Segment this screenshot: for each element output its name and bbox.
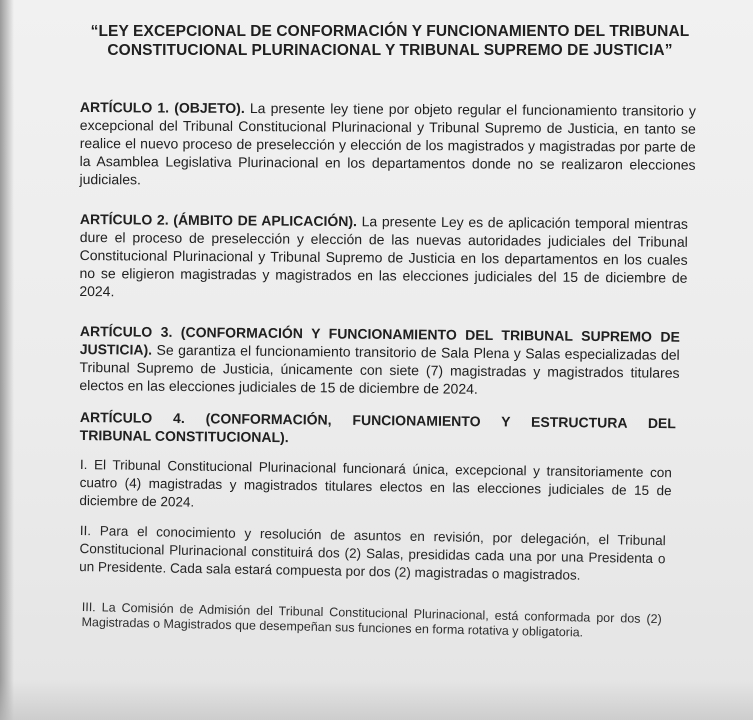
article-3-body: Se garantiza el funcionamiento transitorio de Sala Plena y Salas especializadas del Tribunal Supremo de Justicia, únicamente con siete (7) magistradas y magistrados titulares electos en las elecciones judiciales de 15 de diciembre de 2024. [79,341,680,397]
article-2 [79,210,688,305]
article-4-paragraph-3: III. La Comisión de Admisión del Tribunal Constitucional Plurinacional, está conformada por dos (2) Magistradas o Magistrados que desempeñan sus funciones en forma rotativa y obligatoria. [81,600,662,640]
article-2-body: La presente Ley es de aplicación temporal mientras dure el proceso de preselección y elección de las nuevas autoridades judiciales del Tribunal Constitucional Plurinacional y Tribunal Supremo de Justicia en los departamentos en los cuales no se eligieron magistradas y magistrados en las elecciones judiciales del 15 de diciembre de 2024. [79,213,688,300]
page-edge-shadow [0,0,14,720]
article-4-heading [80,408,676,450]
article-4-heading-line-2: TRIBUNAL CONSTITUCIONAL). [79,426,289,446]
page-bottom-shadow [0,680,753,720]
article-4-paragraph-2: II. Para el conocimiento y resolución de asuntos en revisión, por delegación, el Tribunal Constitucional Plurinacional constituirá dos (2) Salas, presididas cada una por una Presidenta o un Presidente. Cada sala estará compuesta por dos (2) magistradas o magistrados. [79,522,666,583]
law-title-line-1: “LEY EXCEPCIONAL DE CONFORMACIÓN Y FUNCIONAMIENTO DEL TRIBUNAL [90,23,690,40]
article-1-heading: ARTÍCULO 1. (OBJETO). [79,98,245,117]
article-2-heading: ARTÍCULO 2. (ÁMBITO DE APLICACIÓN). [79,210,357,230]
article-4-paragraph-1: I. El Tribunal Constitucional Plurinacional funcionará única, excepcional y transitoriamente con cuatro (4) magistradas y magistrados titulares electos en las elecciones judiciales de 15 de diciembre de 2024. [79,456,672,510]
article-3 [79,322,680,400]
law-title-line-2: CONSTITUCIONAL PLURINACIONAL Y TRIBUNAL SUPREMO DE JUSTICIA” [107,42,673,59]
article-1-body: La presente ley tiene por objeto regular el funcionamiento transitorio y excepcional del Tribunal Constitucional Plurinacional y Tribunal Supremo de Justicia, en tanto se realice el nuevo proceso de preselección y elección de los magistrados y magistradas por parte de la Asamblea Legislativa Plurinacional en los departamentos donde no se realizaron elecciones judiciales. [79,100,696,188]
article-1 [79,98,696,192]
article-3-heading: ARTÍCULO 3. (CONFORMACIÓN Y FUNCIONAMIENTO DEL TRIBUNAL SUPREMO DE JUSTICIA). [79,322,680,358]
article-4-heading-line-1: ARTÍCULO 4. (CONFORMACIÓN, FUNCIONAMIENTO Y ESTRUCTURA DEL [79,408,676,432]
